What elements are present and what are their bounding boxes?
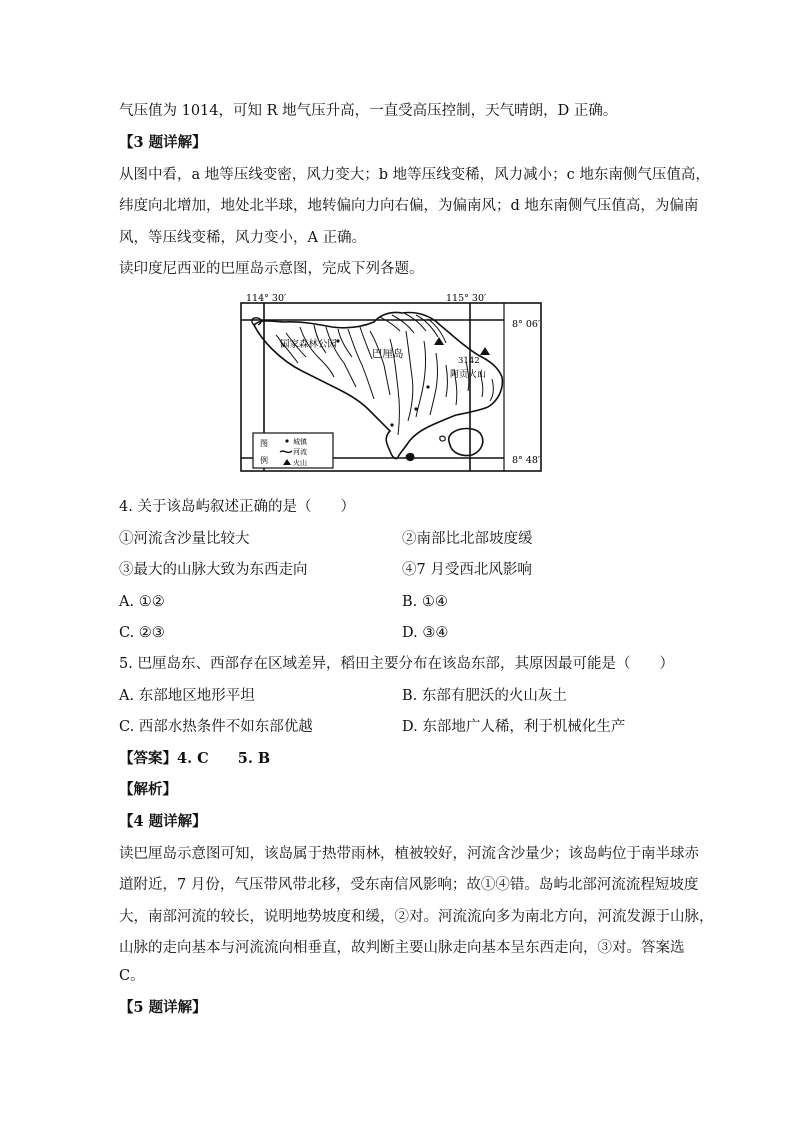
volcano-symbol-batur: [434, 337, 444, 345]
question-intro: 读印度尼西亚的巴厘岛示意图，完成下列各题。: [119, 261, 424, 277]
legend-volcano: 火山: [293, 459, 307, 467]
town-dot: [390, 423, 393, 426]
q4-statement-1: ①河流含沙量比较大: [119, 531, 250, 547]
q4-statement-4: ④7 月受西北风影响: [402, 562, 532, 578]
q4-option-c: C. ②③: [119, 625, 165, 641]
text-line: 纬度向北增加，地处北半球，地转偏向力向右偏，为偏南风；d 地东南侧气压值高，为偏南: [119, 198, 699, 214]
section-heading-3: 【3 题详解】: [119, 134, 207, 151]
map-legend: [253, 433, 333, 468]
longitude-label-left: 114° 30′: [246, 293, 287, 304]
label-peak-elevation: 3142: [458, 356, 480, 366]
text-line: 道附近，7 月份，气压带风带北移，受东南信风影响；故①④错。岛屿北部河流流程短坡度: [119, 877, 699, 893]
section-heading-5: 【5 题详解】: [119, 999, 207, 1016]
town-dot: [414, 407, 417, 410]
text-line: 从图中看，a 地等压线变密，风力变大；b 地等压线变稀，风力减小；c 地东南侧气压值高，: [119, 167, 710, 183]
text-line: 气压值为 1014，可知 R 地气压升高，一直受高压控制，天气晴朗，D 正确。: [119, 103, 618, 119]
q4-statement-3: ③最大的山脉大致为东西走向: [119, 562, 308, 578]
q4-option-b: B. ①④: [402, 594, 448, 610]
latitude-label-top: 8° 06′: [512, 319, 541, 330]
longitude-label-right: 115° 30′: [446, 293, 487, 304]
question-4-stem: 4. 关于该岛屿叙述正确的是（ ）: [119, 499, 355, 515]
latitude-label-bottom: 8° 48′: [512, 455, 541, 466]
question-5-stem: 5. 巴厘岛东、西部存在区域差异，稻田主要分布在该岛东部，其原因最可能是（ ）: [119, 656, 674, 672]
label-national-park: 国家森林公园: [280, 339, 338, 350]
legend-title-a: 图: [260, 439, 268, 448]
text-line: 大，南部河流的较长，说明地势坡度和缓，②对。河流流向多为南北方向，河流发源于山脉，: [119, 909, 714, 925]
q5-option-d: D. 东部地广人稀，利于机械化生产: [402, 719, 626, 735]
q5-option-b: B. 东部有肥沃的火山灰土: [402, 688, 567, 704]
bali-map-figure: [240, 291, 544, 475]
q4-statement-2: ②南部比北部坡度缓: [402, 531, 533, 547]
legend-town-icon: [285, 439, 288, 442]
label-bali-island: 巴厘岛: [372, 348, 404, 360]
analysis-heading: 【解析】: [119, 781, 177, 798]
text-line: C。: [119, 968, 145, 984]
label-agung-volcano: 阿贡火山: [450, 370, 487, 380]
legend-river: 河流: [293, 448, 307, 456]
q5-option-a: A. 东部地区地形平坦: [119, 688, 255, 704]
answer-line: 【答案】4. C 5. B: [119, 750, 271, 767]
town-dot: [426, 385, 429, 388]
text-line: 山脉的走向基本与河流流向相垂直，故判断主要山脉走向基本呈东西走向，③对。答案选: [119, 940, 685, 956]
q4-option-d: D. ③④: [402, 625, 449, 641]
nusa-penida-outline: [449, 429, 483, 456]
legend-town: 城镇: [293, 438, 307, 446]
section-heading-4: 【4 题详解】: [119, 813, 207, 830]
legend-title-b: 例: [260, 456, 268, 465]
text-line: 读巴厘岛示意图可知，该岛属于热带雨林，植被较好，河流含沙量少；该岛屿位于南半球赤: [119, 846, 699, 862]
text-line: 风，等压线变稀，风力变小，A 正确。: [119, 230, 367, 246]
q5-option-c: C. 西部水热条件不如东部优越: [119, 719, 313, 735]
q4-option-a: A. ①②: [119, 594, 165, 610]
volcano-symbol-agung: [480, 347, 490, 355]
